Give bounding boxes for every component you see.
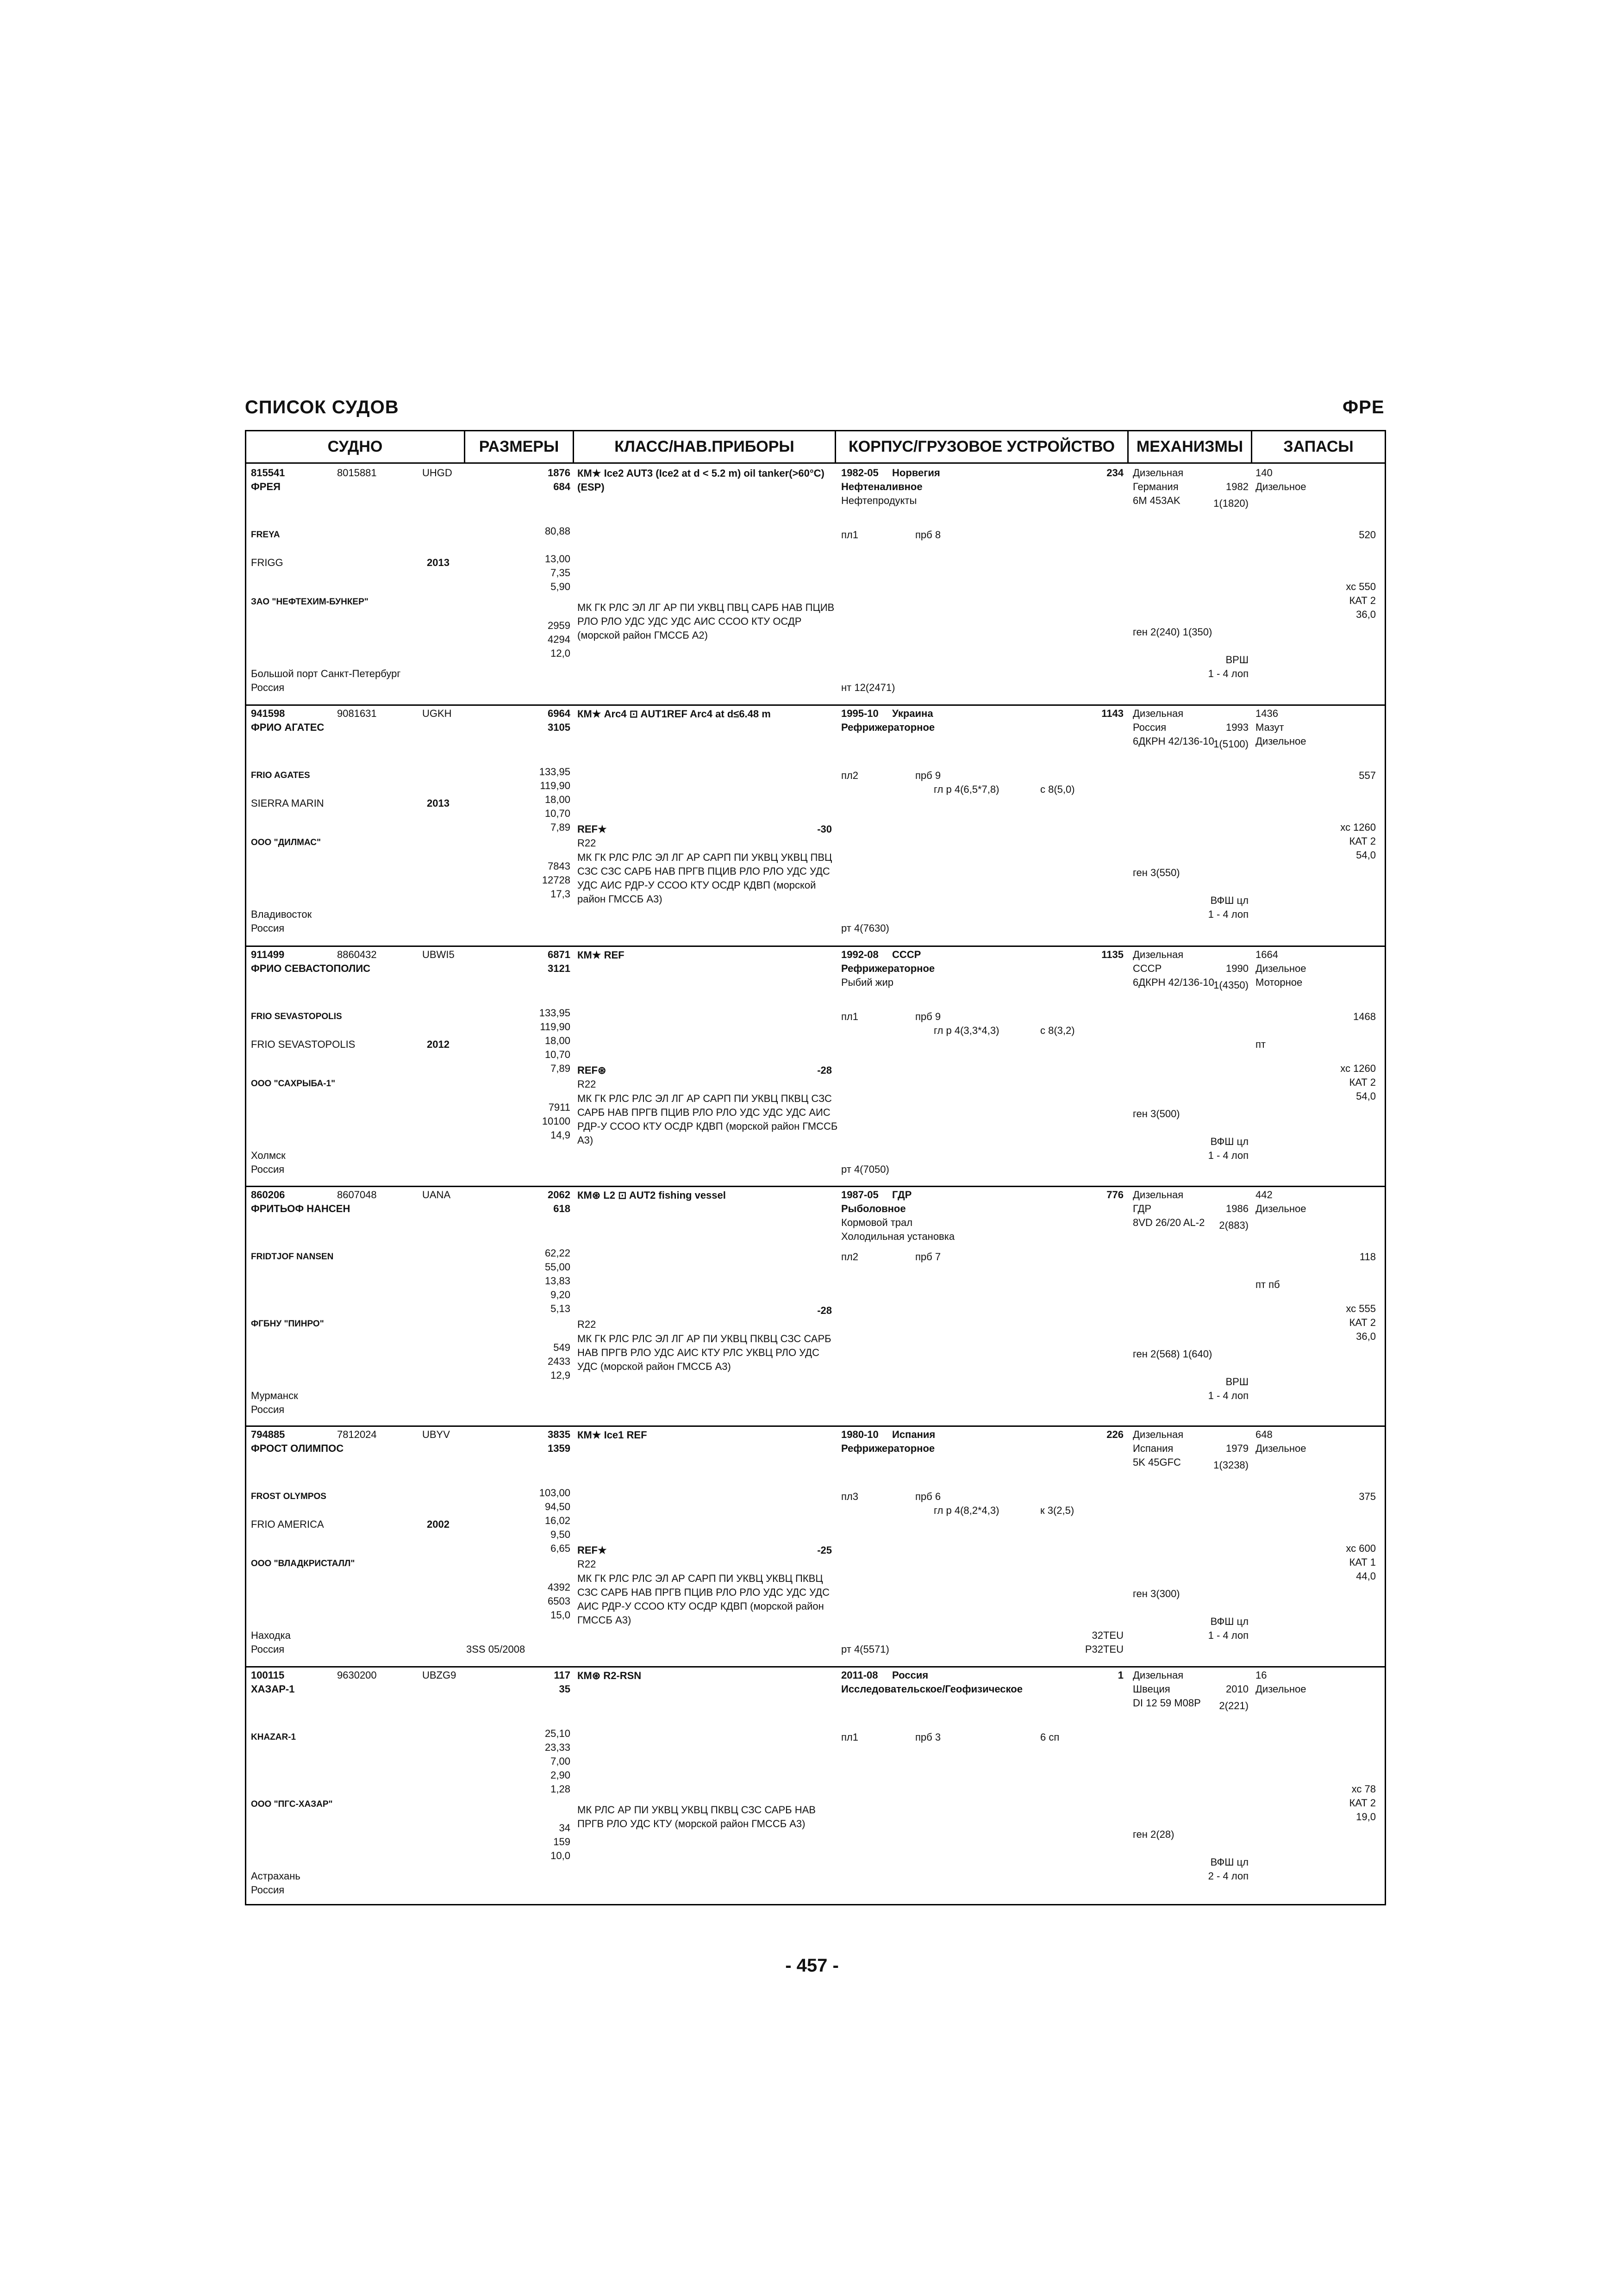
fresh-water: хс 78	[1351, 1783, 1376, 1795]
holds: прб 7	[915, 1251, 941, 1263]
fuel-type: Дизельное	[1255, 963, 1306, 974]
flag-country: Россия	[251, 922, 285, 934]
former-name: FRIO SEVASTOPOLIS	[251, 1039, 356, 1050]
cargo-gear: 6 сп	[1040, 1731, 1060, 1743]
ship-record	[246, 704, 1385, 946]
engine-model: 5K 45GFC	[1133, 1456, 1181, 1468]
hatches: гл р 4(6,5*7,8)	[934, 784, 999, 795]
fuel-capacity: 442	[1255, 1189, 1273, 1201]
owner: ООО "ПГС-ХАЗАР"	[251, 1799, 333, 1809]
generators: ген 2(240) 1(350)	[1133, 626, 1212, 638]
flag-country: Россия	[251, 682, 285, 693]
net-tonnage: 618	[553, 1203, 570, 1214]
ref-temperature: -25	[817, 1544, 832, 1556]
propeller: ВРШ	[1225, 654, 1249, 666]
flag-country: Россия	[251, 1884, 285, 1896]
engine-country: Испания	[1133, 1443, 1174, 1454]
fresh-water: хс 600	[1346, 1543, 1376, 1554]
net-tonnage: 1359	[548, 1443, 570, 1454]
category: КАТ 2	[1349, 595, 1376, 606]
registry-number: 100115	[251, 1669, 285, 1681]
dimension-value: 5,90	[550, 581, 570, 592]
col-header-stores: ЗАПАСЫ	[1283, 438, 1354, 455]
former-name-year: 2013	[427, 557, 450, 568]
tanks: рт 4(7050)	[841, 1164, 889, 1175]
build-country: СССР	[892, 949, 921, 960]
teu-capacity: 32TEU	[1092, 1630, 1124, 1641]
hull-number: 1143	[1101, 708, 1124, 719]
tanks: нт 12(2471)	[841, 682, 895, 693]
ship-type: Рефрижераторное	[841, 722, 935, 733]
build-date: 1982-05	[841, 467, 879, 479]
net-tonnage: 3121	[548, 963, 570, 974]
engine-model: DI 12 59 M08P	[1133, 1697, 1201, 1709]
cargo-gear: к 3(2,5)	[1040, 1505, 1074, 1516]
build-date: 1995-10	[841, 708, 879, 719]
dimension-value: 34	[559, 1822, 570, 1834]
col-header-machinery: МЕХАНИЗМЫ	[1136, 438, 1243, 455]
dimension-value: 94,50	[544, 1501, 570, 1512]
teu-capacity-2: P32TEU	[1085, 1643, 1124, 1655]
generators: ген 3(500)	[1133, 1108, 1180, 1120]
dimension-value: 12728	[542, 874, 570, 886]
imo-number: 8860432	[337, 949, 377, 960]
cargo-gear: с 8(3,2)	[1040, 1025, 1075, 1036]
ship-name-latin: KHAZAR-1	[251, 1732, 296, 1742]
registry-number: 911499	[251, 949, 285, 960]
fuel-capacity-2: 557	[1359, 770, 1376, 781]
draft-store: 36,0	[1356, 1331, 1376, 1342]
decks: пл1	[841, 529, 858, 541]
engine-power: 1(3238)	[1213, 1459, 1249, 1471]
former-name-year: 2002	[427, 1518, 450, 1530]
fuel-capacity: 648	[1255, 1429, 1273, 1440]
dimension-value: 13,00	[544, 553, 570, 565]
home-port: Находка	[251, 1630, 291, 1641]
dimension-value: 2433	[548, 1356, 570, 1367]
former-name-year: 2013	[427, 797, 450, 809]
class-notation: КМ★ Ice2 AUT3 (Ice2 at d < 5.2 m) oil tanker(>60°C)(ESP)	[577, 467, 824, 493]
engine-type: Дизельная	[1133, 1429, 1184, 1440]
engine-type: Дизельная	[1133, 1669, 1184, 1681]
fuel-type-2: Дизельное	[1255, 735, 1306, 747]
generators: ген 3(300)	[1133, 1588, 1180, 1599]
nav-equipment: МК ГК РЛС ЭЛ ЛГ АР ПИ УКВЦ ПВЦ САРБ НАВ ПЦИВ РЛО РЛО УДС УДС УДС АИС ССОО КТУ ОСДР (морской район ГМССБ А2)	[577, 602, 835, 641]
engine-country: Швеция	[1133, 1683, 1170, 1695]
ref-notation: REF⊛	[577, 1064, 606, 1076]
tanks: рт 4(5571)	[841, 1643, 889, 1655]
dimension-value: 2959	[548, 620, 570, 631]
owner: ООО "САХРЫБА-1"	[251, 1079, 336, 1089]
build-country: Украина	[892, 708, 933, 719]
engine-model: 6ДКРН 42/136-10	[1133, 735, 1214, 747]
hull-detail: Холодильная установка	[841, 1231, 955, 1242]
dimension-value: 9,50	[550, 1529, 570, 1540]
registry-number: 794885	[251, 1429, 285, 1440]
call-sign: UBWI5	[422, 949, 455, 960]
nav-equipment: МК ГК РЛС РЛС ЭЛ ЛГ АР САРП ПИ УКВЦ ПКВЦ СЗС САРБ НАВ ПРГВ ПЦИВ РЛО РЛО УДС УДС УДС АИС РДР-У ССОО КТУ ОСДР КДВП (морской район ГМССБ А3)	[577, 1093, 838, 1146]
engine-country: СССР	[1133, 963, 1162, 974]
refrigerant: R22	[577, 1078, 596, 1090]
build-country: Россия	[892, 1669, 929, 1681]
generators: ген 3(550)	[1133, 867, 1180, 878]
category: КАТ 1	[1349, 1556, 1376, 1568]
class-notation: КМ★ Ice1 REF	[577, 1429, 647, 1441]
dimension-value: 7,35	[550, 567, 570, 579]
engine-model: 6M 453AK	[1133, 495, 1181, 506]
refrigerant: R22	[577, 1558, 596, 1570]
engine-year: 1990	[1226, 963, 1249, 974]
dimension-value: 10,70	[544, 808, 570, 819]
hull-number: 1135	[1101, 949, 1124, 960]
nav-equipment: МК ГК РЛС РЛС ЭЛ ЛГ АР ПИ УКВЦ ПКВЦ СЗС САРБ НАВ ПРГВ РЛО УДС АИС КТУ РЛС УКВЦ РЛО УДС УДС (морской район ГМССБ А3)	[577, 1333, 831, 1372]
dimension-value: 6503	[548, 1595, 570, 1607]
ref-notation: REF★	[577, 1544, 607, 1556]
build-country: Испания	[892, 1429, 936, 1440]
ship-name-latin: FRIO SEVASTOPOLIS	[251, 1012, 342, 1021]
decks: пл1	[841, 1731, 858, 1743]
ref-temperature: -28	[817, 1305, 832, 1316]
page-number: - 457 -	[785, 1955, 839, 1976]
dimension-value: 15,0	[550, 1609, 570, 1621]
draft-store: 54,0	[1356, 849, 1376, 861]
propeller: ВФШ цл	[1210, 895, 1249, 906]
dimension-value: 119,90	[540, 1021, 570, 1033]
refrigerant: R22	[577, 1319, 596, 1330]
engine-year: 1982	[1226, 481, 1249, 492]
propeller-blades: 1 - 4 лоп	[1208, 668, 1249, 679]
former-name: FRIGG	[251, 557, 283, 568]
dimension-value: 10,0	[550, 1850, 570, 1861]
engine-year: 1979	[1226, 1443, 1249, 1454]
engine-year: 1993	[1226, 722, 1249, 733]
nav-equipment: МК ГК РЛС РЛС ЭЛ АР САРП ПИ УКВЦ УКВЦ ПКВЦ СЗС САРБ НАВ ПРГВ ПЦИВ РЛО РЛО УДС УДС УДС АИС РДР-У ССОО КТУ ОСДР КДВП (морской район ГМССБ А3)	[577, 1573, 830, 1626]
draft-store: 36,0	[1356, 609, 1376, 620]
col-header-ship: СУДНО	[327, 438, 383, 455]
hatches: гл р 4(3,3*4,3)	[934, 1025, 999, 1036]
build-country: Норвегия	[892, 467, 940, 479]
net-tonnage: 3105	[548, 722, 570, 733]
fuel-type: Дизельное	[1255, 1683, 1306, 1695]
former-name: FRIO AMERICA	[251, 1518, 324, 1530]
registry-number: 941598	[251, 708, 285, 719]
ship-name-latin: FREYA	[251, 530, 280, 540]
ship-type: Исследовательское/Геофизическое	[841, 1683, 1023, 1695]
build-date: 1980-10	[841, 1429, 879, 1440]
net-tonnage: 35	[559, 1683, 570, 1695]
header-left: СПИСОК СУДОВ	[245, 397, 399, 417]
hatches: гл р 4(8,2*4,3)	[934, 1505, 999, 1516]
holds: прб 6	[915, 1491, 941, 1502]
ship-name-latin: FROST OLYMPOS	[251, 1492, 326, 1501]
fuel-capacity: 1436	[1255, 708, 1278, 719]
ship-name: ФРЕЯ	[251, 481, 281, 492]
fresh-water: хс 1260	[1340, 821, 1376, 833]
draft-store: 54,0	[1356, 1090, 1376, 1102]
hull-number: 776	[1106, 1189, 1124, 1201]
ref-temperature: -30	[817, 823, 832, 835]
ship-name: ФРИО СЕВАСТОПОЛИС	[251, 963, 371, 974]
class-notation: КМ★ Arc4 ⊡ AUT1REF Arc4 at d≤6.48 m	[577, 708, 771, 720]
draft-store: 19,0	[1356, 1811, 1376, 1823]
engine-type: Дизельная	[1133, 467, 1184, 479]
ship-name: ФРОСТ ОЛИМПОС	[251, 1443, 344, 1454]
home-port: Владивосток	[251, 908, 312, 920]
imo-number: 8015881	[337, 467, 377, 479]
deadweight: 6964	[548, 708, 570, 719]
imo-number: 7812024	[337, 1429, 377, 1440]
fuel-type: Дизельное	[1255, 1443, 1306, 1454]
dimension-value: 119,90	[540, 780, 570, 791]
flag-country: Россия	[251, 1643, 285, 1655]
ship-record	[246, 946, 1385, 1186]
decks: пл1	[841, 1011, 858, 1022]
dimension-value: 7843	[548, 860, 570, 872]
call-sign: UBZG9	[422, 1669, 456, 1681]
propeller-blades: 1 - 4 лоп	[1208, 1630, 1249, 1641]
deadweight: 3835	[548, 1429, 570, 1440]
decks: пл2	[841, 770, 858, 781]
registry-number: 860206	[251, 1189, 285, 1201]
home-port: Большой порт Санкт-Петербург	[251, 668, 401, 679]
propeller: ВРШ	[1225, 1376, 1249, 1388]
nav-equipment: МК РЛС АР ПИ УКВЦ УКВЦ ПКВЦ СЗС САРБ НАВ ПРГВ РЛО УДС КТУ (морской район ГМССБ А3)	[577, 1804, 816, 1829]
dimension-value: 13,83	[544, 1275, 570, 1287]
dimension-value: 159	[553, 1836, 570, 1848]
dimension-value: 10,70	[544, 1049, 570, 1060]
owner: ФГБНУ "ПИНРО"	[251, 1319, 324, 1329]
category: КАТ 2	[1349, 1076, 1376, 1088]
imo-number: 9630200	[337, 1669, 377, 1681]
engine-type: Дизельная	[1133, 1189, 1184, 1201]
imo-number: 8607048	[337, 1189, 377, 1201]
propeller-blades: 2 - 4 лоп	[1208, 1870, 1249, 1882]
owner: ООО "ДИЛМАС"	[251, 838, 321, 847]
dimension-value: 103,00	[539, 1487, 570, 1499]
fuel-capacity: 1664	[1255, 949, 1278, 960]
engine-type: Дизельная	[1133, 949, 1184, 960]
dimension-value: 62,22	[544, 1247, 570, 1259]
dimension-value: 80,88	[544, 525, 570, 537]
dimension-value: 23,33	[544, 1742, 570, 1753]
header-right: ФРЕ	[1343, 397, 1385, 417]
propeller-blades: 1 - 4 лоп	[1208, 1390, 1249, 1401]
ship-name: ХАЗАР-1	[251, 1683, 295, 1695]
former-name-year: 2012	[427, 1039, 450, 1050]
ref-temperature: -28	[817, 1064, 832, 1076]
engine-model: 6ДКРН 42/136-10	[1133, 977, 1214, 988]
propeller: ВФШ цл	[1210, 1856, 1249, 1868]
propeller: ВФШ цл	[1210, 1136, 1249, 1147]
imo-number: 9081631	[337, 708, 377, 719]
engine-year: 1986	[1226, 1203, 1249, 1214]
fresh-water: хс 555	[1346, 1303, 1376, 1314]
dimension-value: 6,65	[550, 1543, 570, 1554]
class-notation: КМ⊛ L2 ⊡ AUT2 fishing vessel	[577, 1189, 726, 1201]
fuel-extra: пт пб	[1255, 1279, 1280, 1290]
call-sign: UHGD	[422, 467, 452, 479]
ship-name-latin: FRIDTJOF NANSEN	[251, 1252, 334, 1262]
holds: прб 8	[915, 529, 941, 541]
propeller-blades: 1 - 4 лоп	[1208, 908, 1249, 920]
engine-model: 8VD 26/20 AL-2	[1133, 1217, 1205, 1228]
build-country: ГДР	[892, 1189, 912, 1201]
dimension-value: 55,00	[544, 1261, 570, 1273]
dimension-value: 7,00	[550, 1755, 570, 1767]
hull-number: 1	[1118, 1669, 1124, 1681]
ship-name-latin: FRIO AGATES	[251, 771, 310, 780]
dimension-value: 9,20	[550, 1289, 570, 1300]
deadweight: 2062	[548, 1189, 570, 1201]
decks: пл3	[841, 1491, 858, 1502]
dimension-value: 133,95	[539, 1007, 570, 1019]
category: КАТ 2	[1349, 1317, 1376, 1328]
dimension-value: 16,02	[544, 1515, 570, 1526]
tanks: рт 4(7630)	[841, 922, 889, 934]
call-sign: UGKH	[422, 708, 452, 719]
holds: прб 3	[915, 1731, 941, 1743]
engine-country: Россия	[1133, 722, 1167, 733]
ship-record	[246, 1186, 1385, 1425]
call-sign: UBYV	[422, 1429, 450, 1440]
dimension-value: 10100	[542, 1115, 570, 1127]
dimension-value: 4392	[548, 1581, 570, 1593]
hull-number: 234	[1106, 467, 1124, 479]
fuel-type: Дизельное	[1255, 1203, 1306, 1214]
fuel-capacity: 16	[1255, 1669, 1267, 1681]
cargo-gear: с 8(5,0)	[1040, 784, 1075, 795]
dimension-value: 133,95	[539, 766, 570, 778]
engine-country: Германия	[1133, 481, 1179, 492]
ship-type: Рыболовное	[841, 1203, 906, 1214]
ship-record	[246, 464, 1385, 704]
ship-name: ФРИО АГАТЕС	[251, 722, 325, 733]
dimension-value: 12,9	[550, 1369, 570, 1381]
home-port: Холмск	[251, 1150, 286, 1161]
home-port: Мурманск	[251, 1390, 298, 1401]
engine-power: 1(4350)	[1213, 979, 1249, 991]
engine-power: 2(883)	[1219, 1220, 1249, 1231]
decks: пл2	[841, 1251, 858, 1263]
hull-detail: Нефтепродукты	[841, 495, 917, 506]
nav-equipment: МК ГК РЛС РЛС ЭЛ ЛГ АР САРП ПИ УКВЦ УКВЦ ПВЦ СЗС СЗС САРБ НАВ ПРГВ ПЦИВ РЛО РЛО УДС УДС УДС АИС РДР-У ССОО КТУ ОСДР КДВП (морской район ГМССБ А3)	[577, 852, 832, 905]
deadweight: 117	[554, 1669, 570, 1681]
engine-type: Дизельная	[1133, 708, 1184, 719]
dimension-value: 7,89	[550, 821, 570, 833]
engine-year: 2010	[1226, 1683, 1249, 1695]
col-header-class: КЛАСС/НАВ.ПРИБОРЫ	[614, 438, 794, 455]
build-date: 1987-05	[841, 1189, 879, 1201]
engine-country: ГДР	[1133, 1203, 1152, 1214]
fuel-capacity-2: 1468	[1353, 1011, 1376, 1022]
ship-record	[246, 1666, 1385, 1905]
ship-type: Рефрижераторное	[841, 963, 935, 974]
holds: прб 9	[915, 1011, 941, 1022]
generators: ген 2(28)	[1133, 1829, 1174, 1840]
owner: ЗАО "НЕФТЕХИМ-БУНКЕР"	[251, 597, 369, 607]
col-header-dimensions: РАЗМЕРЫ	[479, 438, 559, 455]
home-port: Астрахань	[251, 1870, 300, 1882]
fuel-type-2: Моторное	[1255, 977, 1303, 988]
dimension-value: 2,90	[550, 1769, 570, 1781]
engine-power: 1(5100)	[1213, 738, 1249, 750]
class-notation: КМ★ REF	[577, 949, 625, 961]
propeller: ВФШ цл	[1210, 1616, 1249, 1627]
category: КАТ 2	[1349, 1797, 1376, 1809]
holds: прб 9	[915, 770, 941, 781]
dimension-value: 549	[553, 1342, 570, 1353]
hull-detail: Кормовой трал	[841, 1217, 913, 1228]
fuel-capacity-2: 520	[1359, 529, 1376, 541]
class-notation: КМ⊛ R2-RSN	[577, 1670, 642, 1681]
dimension-value: 12,0	[550, 647, 570, 659]
col-header-hull: КОРПУС/ГРУЗОВОЕ УСТРОЙСТВО	[848, 438, 1115, 455]
dimension-value: 17,3	[550, 888, 570, 900]
flag-country: Россия	[251, 1404, 285, 1415]
dimension-value: 14,9	[550, 1129, 570, 1141]
net-tonnage: 684	[553, 481, 570, 492]
former-name: SIERRA MARIN	[251, 797, 324, 809]
dimension-value: 5,13	[550, 1303, 570, 1314]
fresh-water: хс 1260	[1340, 1063, 1376, 1074]
fuel-type: Дизельное	[1255, 481, 1306, 492]
fresh-water: хс 550	[1346, 581, 1376, 592]
engine-power: 2(221)	[1219, 1700, 1249, 1711]
hull-number: 226	[1106, 1429, 1124, 1440]
dimension-value: 7,89	[550, 1063, 570, 1074]
registry-number: 815541	[251, 467, 285, 479]
ship-type: Рефрижераторное	[841, 1443, 935, 1454]
dimension-value: 25,10	[544, 1728, 570, 1739]
build-date: 1992-08	[841, 949, 879, 960]
fuel-capacity-2: 118	[1359, 1251, 1376, 1263]
draft-store: 44,0	[1356, 1570, 1376, 1582]
fuel-capacity: 140	[1255, 467, 1273, 479]
propeller-blades: 1 - 4 лоп	[1208, 1150, 1249, 1161]
dimension-value: 4294	[548, 634, 570, 645]
ship-type: Нефтеналивное	[841, 481, 923, 492]
generators: ген 2(568) 1(640)	[1133, 1348, 1212, 1360]
dimension-value: 7911	[548, 1101, 570, 1113]
fuel-extra: пт	[1255, 1039, 1266, 1050]
dimension-value: 18,00	[544, 794, 570, 805]
flag-country: Россия	[251, 1164, 285, 1175]
survey-note: 3SS 05/2008	[466, 1643, 525, 1655]
owner: ООО "ВЛАДКРИСТАЛЛ"	[251, 1559, 355, 1568]
ship-name: ФРИТЬОФ НАНСЕН	[251, 1203, 350, 1214]
ship-record	[246, 1425, 1385, 1666]
fuel-type: Мазут	[1255, 722, 1284, 733]
ref-notation: REF★	[577, 823, 607, 835]
dimension-value: 18,00	[544, 1035, 570, 1046]
deadweight: 1876	[548, 467, 570, 479]
refrigerant: R22	[577, 837, 596, 849]
dimension-value: 1,28	[550, 1783, 570, 1795]
ship-table	[245, 430, 1386, 1905]
fuel-capacity-2: 375	[1359, 1491, 1376, 1502]
call-sign: UANA	[422, 1189, 451, 1201]
hull-detail: Рыбий жир	[841, 977, 894, 988]
build-date: 2011-08	[841, 1669, 878, 1681]
engine-power: 1(1820)	[1213, 498, 1249, 509]
category: КАТ 2	[1349, 835, 1376, 847]
deadweight: 6871	[548, 949, 570, 960]
